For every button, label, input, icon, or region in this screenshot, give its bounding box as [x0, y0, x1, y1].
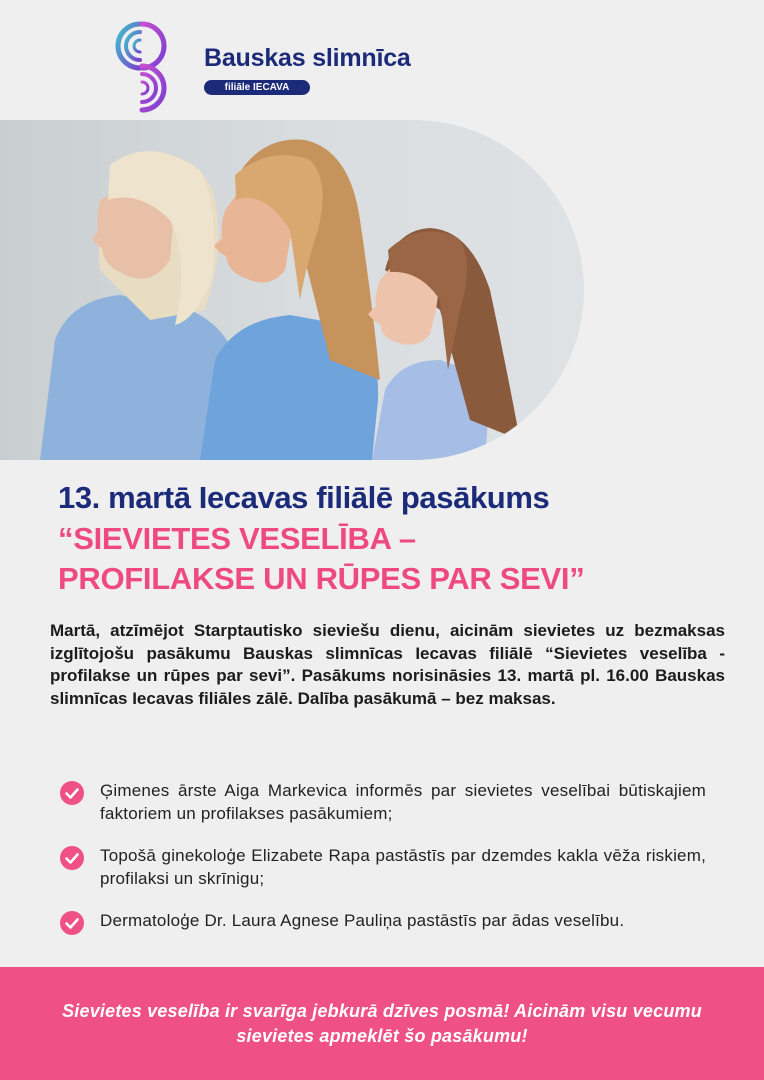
footer-text: Sievietes veselība ir svarīga jebkurā dzīves posmā! Aicinām visu vecumu sievietes apmeklēt šo pasākumu! [62, 1001, 702, 1046]
event-subtitle-line-2: PROFILAKSE UN RŪPES PAR SEVI” [58, 561, 585, 596]
logo-badge: filiāle IECAVA [204, 80, 310, 95]
event-title: 13. martā Iecavas filiālē pasākums [58, 480, 550, 515]
footer-banner [0, 967, 764, 1080]
logo-icon [106, 16, 178, 116]
list-item-text: Dermatoloģe Dr. Laura Agnese Pauliņa pastāstīs par ādas veselību. [100, 911, 625, 930]
intro-paragraph: Martā, atzīmējot Starptautisko sieviešu dienu, aicinām sievietes uz bezmaksas izglītojošu pasākumu Bauskas slimnīcas Iecavas filiālē “Sievietes veselība - profilakse un rūpes par sevi”. Pasākums norisināsies 13. martā pl. 16.00 Bauskas slimnīcas Iecavas filiāles zālē. Dalība pasākumā – bez maksas. [50, 621, 725, 708]
young-woman-figure [368, 228, 520, 460]
check-circle-icon [60, 846, 84, 870]
speaker-list [58, 780, 706, 953]
list-item-text: Ģimenes ārste Aiga Markevica informēs par sievietes veselībai būtiskajiem faktoriem un profilakses pasākumiem; [100, 781, 706, 823]
event-subtitle-line-1: “SIEVIETES VESELĪBA – [58, 521, 416, 556]
list-item-text: Topošā ginekoloģe Elizabete Rapa pastāstīs par dzemdes kakla vēža riskiem, profilaksi un skrīnigu; [100, 846, 706, 888]
list-item [58, 910, 706, 933]
list-item [58, 780, 706, 825]
event-subtitle [58, 519, 738, 599]
middle-woman-figure [200, 140, 380, 461]
logo-name: Bauskas slimnīca [204, 44, 411, 72]
women-portrait-photo [0, 120, 584, 460]
check-circle-icon [60, 911, 84, 935]
check-circle-icon [60, 781, 84, 805]
list-item [58, 845, 706, 890]
